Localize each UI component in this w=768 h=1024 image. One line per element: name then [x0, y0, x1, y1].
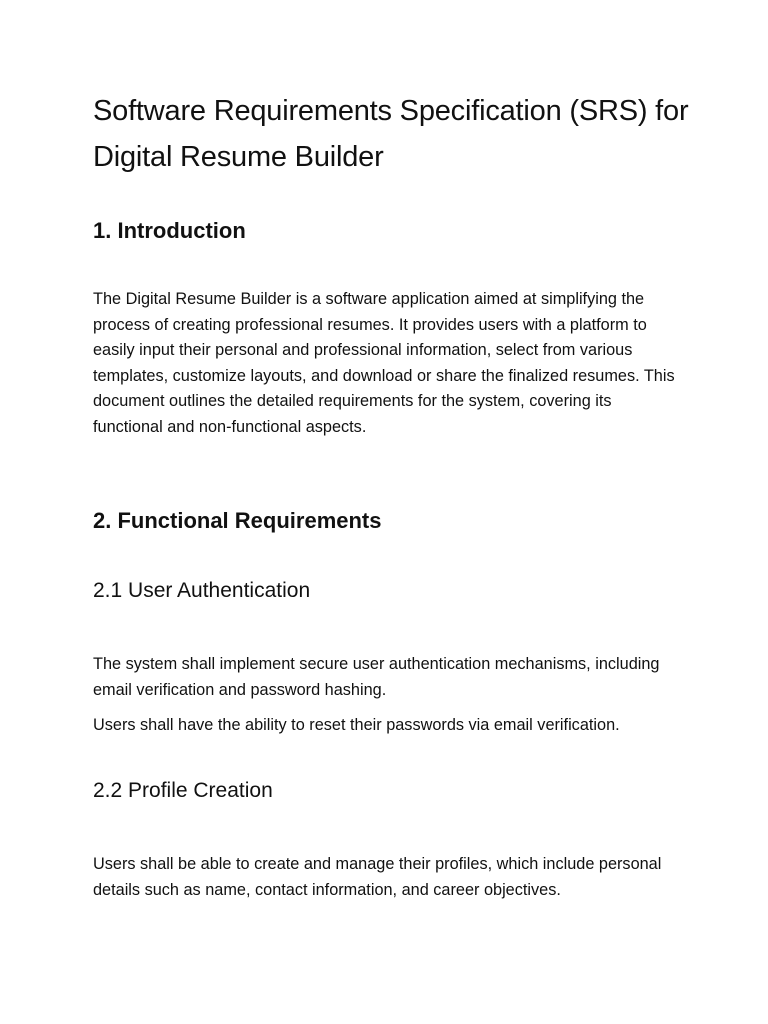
introduction-paragraph: The Digital Resume Builder is a software application aimed at simplifying the process of creating professional resumes. It provides users with a platform to easily input their personal and professional information, select from various templates, customize layouts, and download or share the finalized resumes. This document outlines the detailed requirements for the system, covering its functional and non-functional aspects. — [93, 290, 675, 436]
subsection-heading-profile-creation: 2.2 Profile Creation — [93, 779, 273, 802]
subsection-heading-user-authentication: 2.1 User Authentication — [93, 579, 311, 602]
section-heading-introduction: 1. Introduction — [93, 218, 246, 243]
profile-creation-paragraph: Users shall be able to create and manage their profiles, which include personal details such as name, contact information, and career objectives. — [93, 855, 662, 899]
user-authentication-paragraph-1: The system shall implement secure user authentication mechanisms, including email verification and password hashing. — [93, 655, 660, 699]
section-heading-functional-requirements: 2. Functional Requirements — [93, 508, 382, 533]
document-title: Software Requirements Specification (SRS) for Digital Resume Builder — [93, 95, 689, 173]
user-authentication-paragraph-2: Users shall have the ability to reset their passwords via email verification. — [93, 716, 620, 734]
document-page — [93, 0, 693, 1024]
